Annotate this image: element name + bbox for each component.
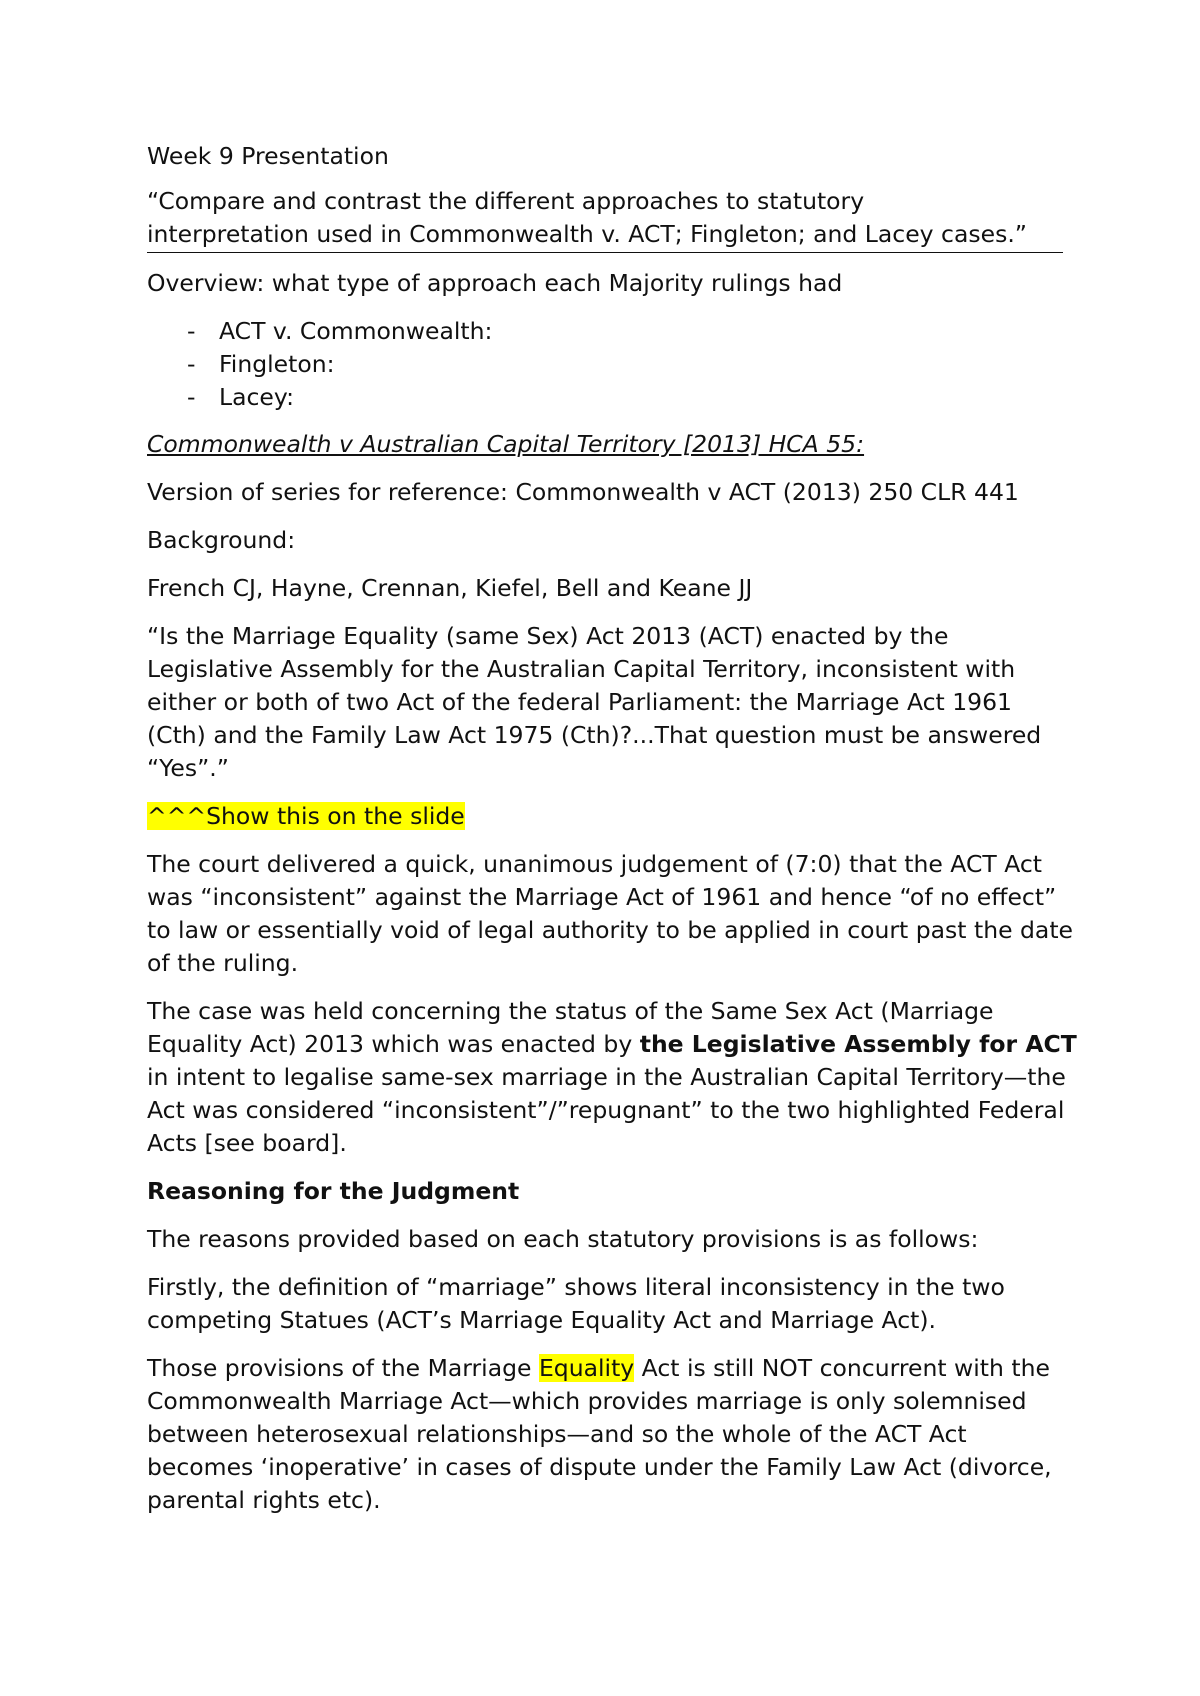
reasons-intro: The reasons provided based on each statutory provisions is as follows:	[147, 1225, 979, 1253]
background-heading: Background:	[147, 526, 296, 554]
reasoning-heading: Reasoning for the Judgment	[147, 1177, 520, 1205]
slide-note	[147, 800, 1077, 833]
document-page	[147, 140, 1077, 1532]
assignment-question	[147, 185, 1077, 253]
version-reference: Version of series for reference: Commonwealth v ACT (2013) 250 CLR 441	[147, 478, 1019, 506]
document-title: Week 9 Presentation	[147, 142, 389, 170]
list-item: - Lacey:	[187, 383, 294, 411]
list-item: - Fingleton:	[187, 350, 335, 378]
firstly-paragraph: Firstly, the definition of “marriage” shows literal inconsistency in the two competing Statues (ACT’s Marriage Equality Act and Marriage Act).	[147, 1273, 1005, 1334]
highlighted-note: ^^^Show this on the slide	[147, 802, 465, 830]
case-list	[147, 315, 1077, 414]
bold-phrase: the Legislative Assembly for ACT	[639, 1030, 1077, 1058]
question-line-2: interpretation used in Commonwealth v. ACT; Fingleton; and Lacey cases.”	[147, 218, 1063, 253]
highlighted-word: Equality	[538, 1354, 635, 1382]
overview-text: Overview: what type of approach each Majority rulings had	[147, 269, 843, 297]
case-quote: “Is the Marriage Equality (same Sex) Act 2013 (ACT) enacted by the Legislative Assembly for the Australian Capital Territory, inconsistent with either or both of two Act of the federal Parliament: the Marriage Act 1961 (Cth) and the Family Law Act 1975 (Cth)?...That question must be answered “Yes”.”	[147, 622, 1042, 782]
question-line-1: “Compare and contrast the different approaches to statutory	[147, 187, 865, 215]
provisions-paragraph: Those provisions of the Marriage Equality Act is still NOT concurrent with the Commonwealth Marriage Act—which provides marriage is only solemnised between heterosexual relationships—and so the whole of the ACT Act becomes ‘inoperative’ in cases of dispute under the Family Law Act (divorce, parental rights etc).	[147, 1354, 1052, 1514]
judges-list: French CJ, Hayne, Crennan, Kiefel, Bell and Keane JJ	[147, 574, 753, 602]
court-paragraph: The court delivered a quick, unanimous judgement of (7:0) that the ACT Act was “inconsistent” against the Marriage Act of 1961 and hence “of no effect” to law or essentially void of legal authority to be applied in court past the date of the ruling.	[147, 850, 1074, 977]
case-paragraph: The case was held concerning the status of the Same Sex Act (Marriage Equality Act) 2013 which was enacted by the Legislative Assembly for ACT in intent to legalise same-sex marriage in the Australian Capital Territory—the Act was considered “inconsistent”/”repugnant” to the two highlighted Federal Acts [see board].	[147, 997, 1077, 1157]
case-heading: Commonwealth v Australian Capital Territory [2013] HCA 55:	[147, 430, 865, 458]
list-item: - ACT v. Commonwealth:	[187, 317, 493, 345]
